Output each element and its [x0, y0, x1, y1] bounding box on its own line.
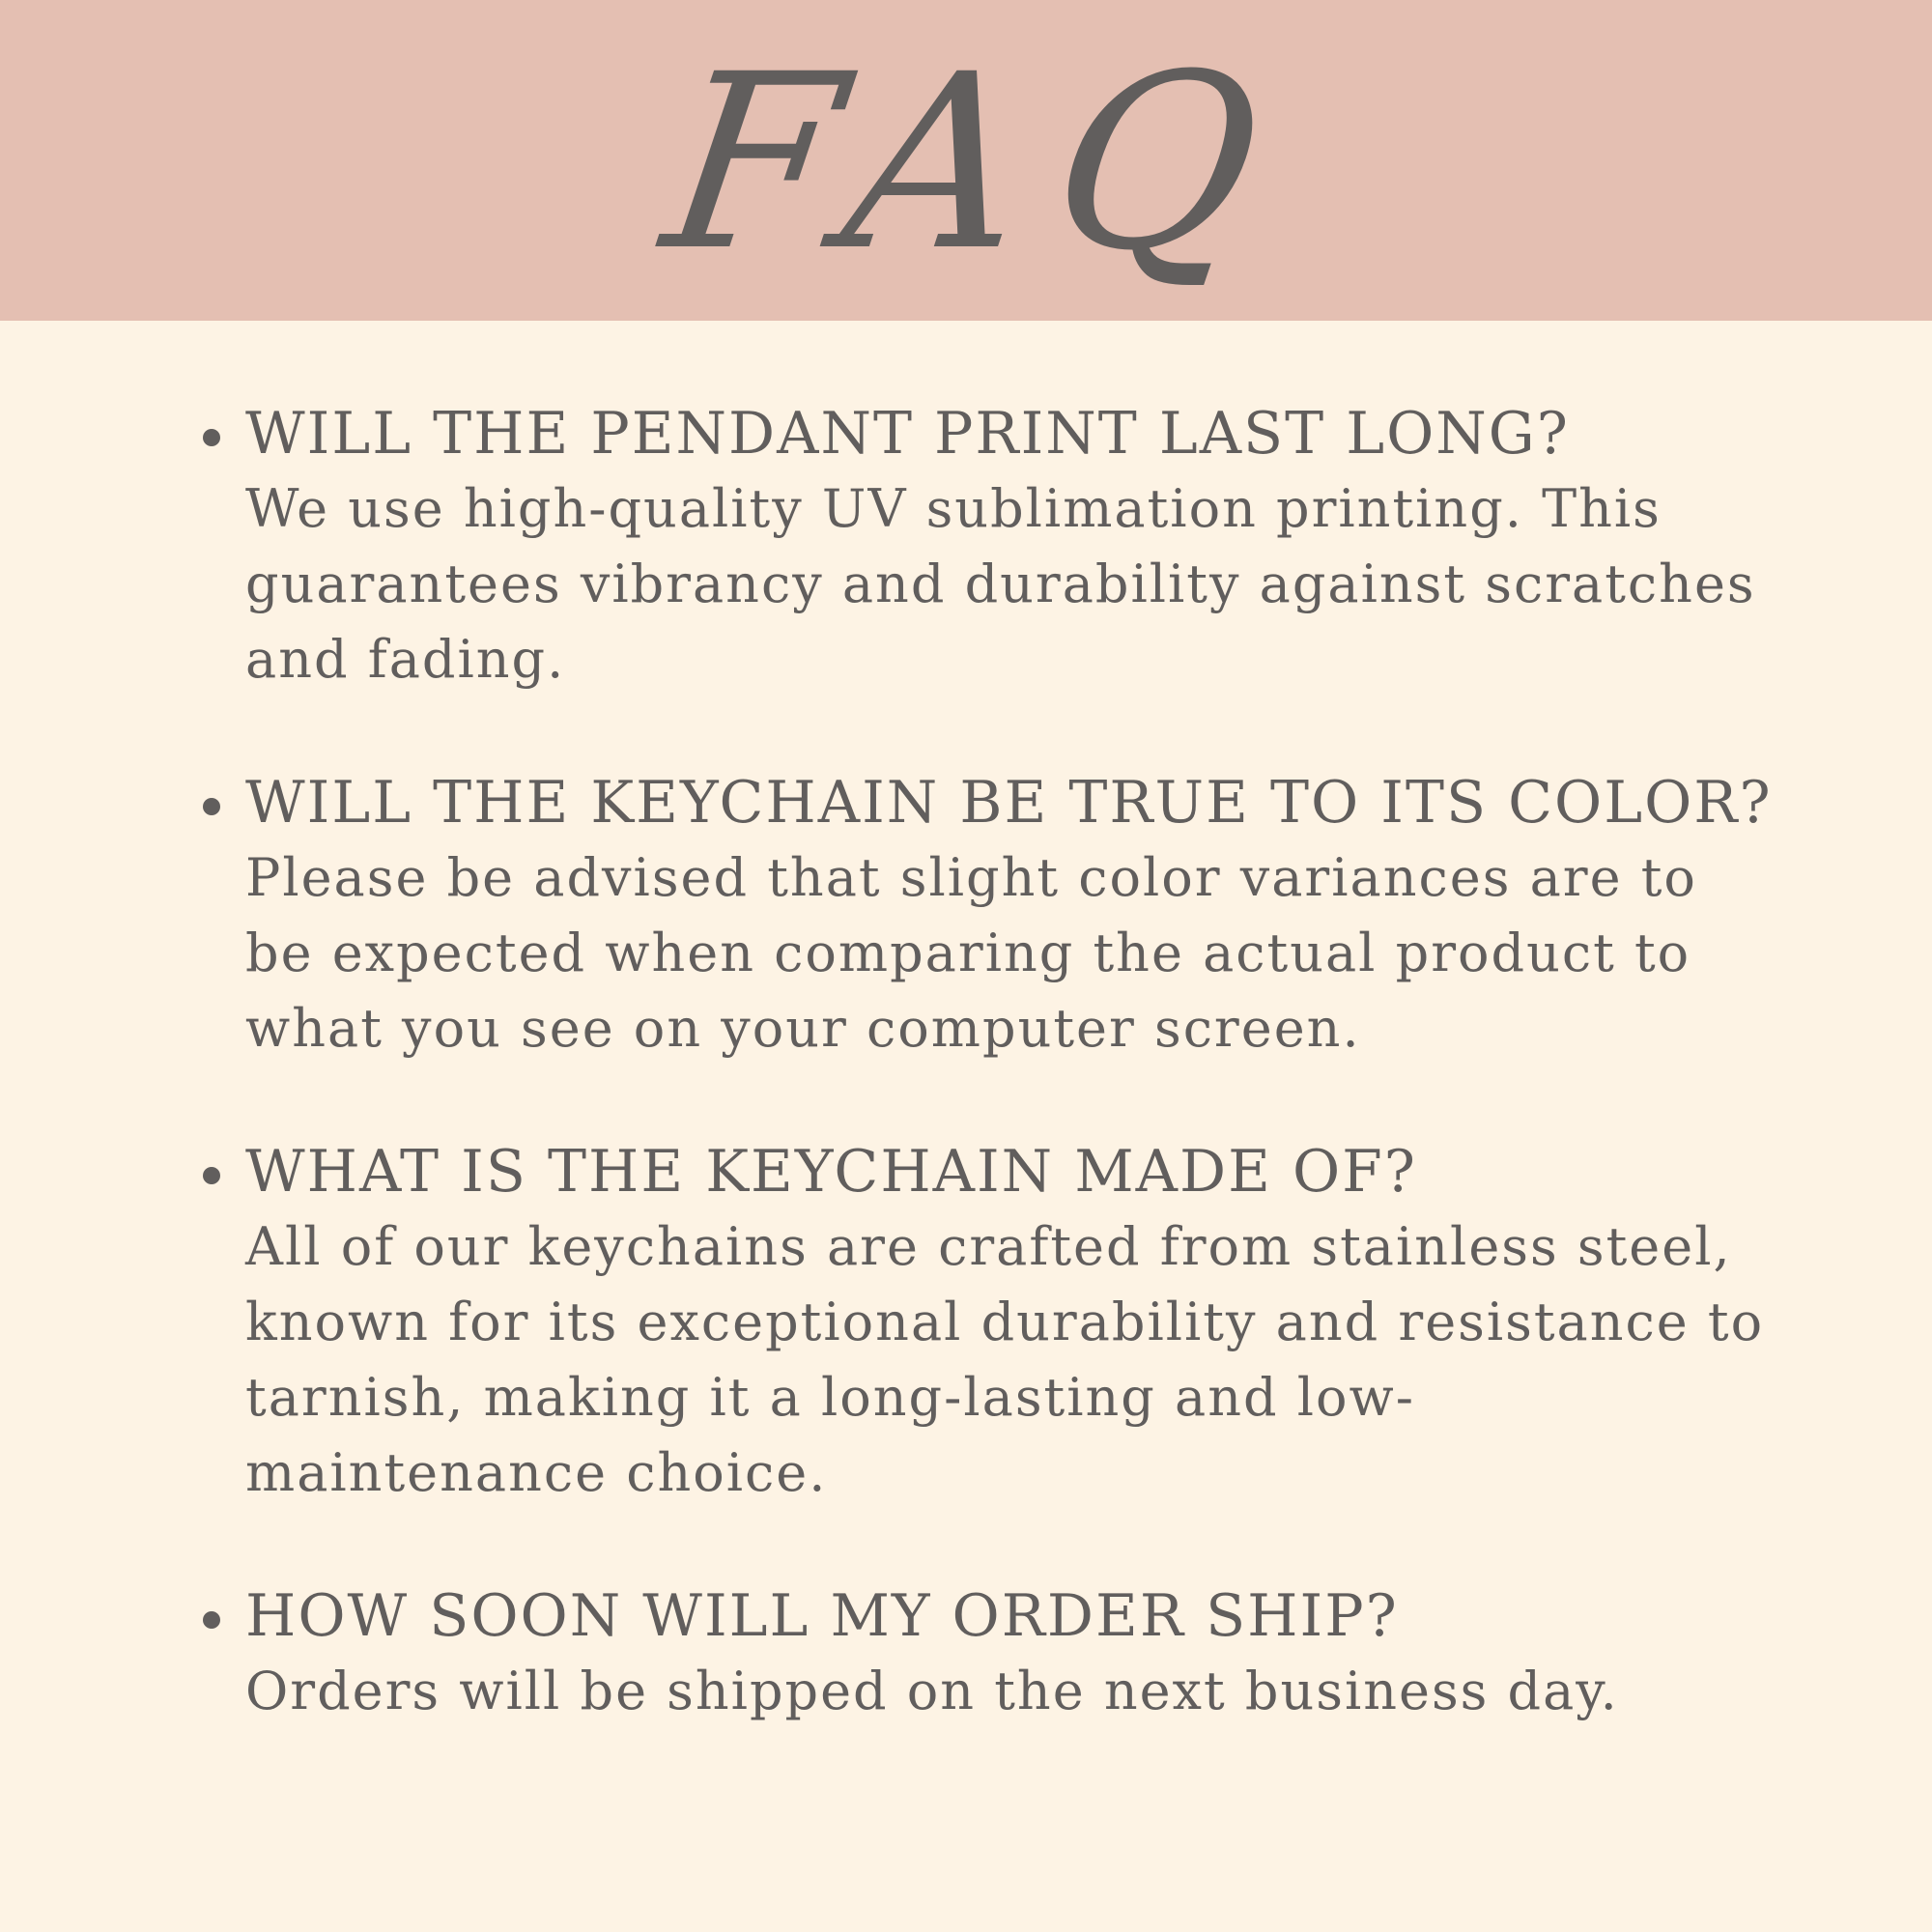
- faq-answer: All of our keychains are crafted from stainless steel, known for its exceptional durability and resistance to tarnish, making it a long-lasting and low-maintenance choice.: [245, 1216, 1765, 1503]
- faq-question: HOW SOON WILL MY ORDER SHIP?: [245, 1582, 1399, 1650]
- faq-question: WILL THE PENDANT PRINT LAST LONG?: [245, 400, 1570, 468]
- faq-answer: Orders will be shipped on the next business day.: [245, 1661, 1619, 1721]
- faq-question: WILL THE KEYCHAIN BE TRUE TO ITS COLOR?: [245, 769, 1773, 837]
- header-banner: [0, 0, 1932, 321]
- bullet-icon: [203, 1167, 220, 1184]
- faq-item-keychain-material: [193, 1134, 1777, 1511]
- faq-answer: We use high-quality UV sublimation printing. This guarantees vibrancy and durability against scratches and fading.: [245, 478, 1756, 690]
- bullet-icon: [203, 429, 220, 446]
- bullet-icon: [203, 1611, 220, 1629]
- faq-answer: Please be advised that slight color variances are to be expected when comparing the actual product to what you see on your computer screen.: [245, 847, 1697, 1059]
- faq-item-keychain-color: [193, 765, 1777, 1066]
- faq-list: [193, 396, 1777, 1797]
- faq-question: WHAT IS THE KEYCHAIN MADE OF?: [245, 1138, 1417, 1206]
- faq-item-shipping: [193, 1578, 1777, 1729]
- faq-item-pendant-print: [193, 396, 1777, 697]
- page-title: FAQ: [650, 22, 1309, 303]
- bullet-icon: [203, 798, 220, 815]
